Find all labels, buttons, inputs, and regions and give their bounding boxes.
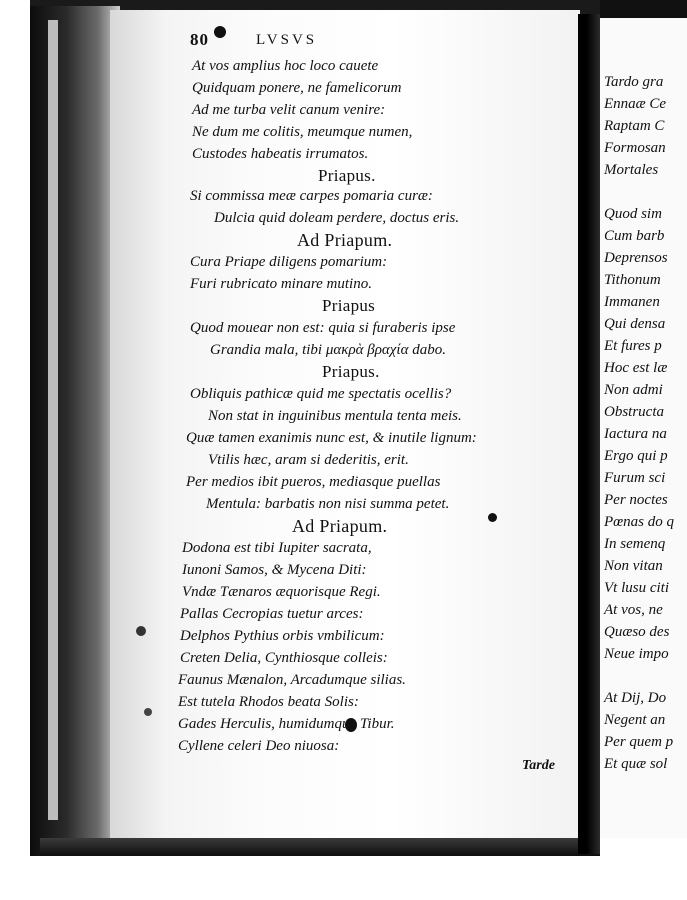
ink-blot [136,626,146,636]
text-line: Pallas Cecropias tuetur arces: [180,606,364,622]
right-page-line: Negent an [604,712,666,728]
text-line: Quod mouear non est: quia si furaberis ipse [190,320,456,336]
right-page-line: Tithonum [604,272,661,288]
right-page-line: Raptam C [604,118,665,134]
right-page-line: Hoc est læ [604,360,668,376]
right-page-line: Qui densa [604,316,666,332]
text-line: Ne dum me colitis, meumque numen, [192,124,413,140]
right-page-top-edge [600,0,687,20]
right-page-line: Iactura na [604,426,667,442]
text-line: Quidquam ponere, ne famelicorum [192,80,402,96]
right-page-line: Tardo gra [604,74,664,90]
text-line: Furi rubricato minare mutino. [190,276,372,292]
catchword: Tarde [522,758,555,773]
right-page-line: Quæso des [604,624,670,640]
right-page-line: At vos, ne [604,602,663,618]
right-page-line: Per quem p [604,734,674,750]
right-page-line: In semenq [604,536,666,552]
right-page-line: Ennaæ Ce [604,96,667,112]
right-page-line: Ergo qui p [604,448,668,464]
left-binding-shadow [30,6,120,856]
section-heading: Ad Priapum. [292,516,388,536]
book-bottom-edge [40,838,600,856]
text-line: Cyllene celeri Deo niuosa: [178,738,340,754]
text-line: Obliquis pathicæ quid me spectatis ocellis? [190,386,452,402]
text-line: Custodes habeatis irrumatos. [192,146,369,162]
section-heading: Priapus. [318,166,376,185]
right-page-line: Non admi [604,382,663,398]
page-number: 80 [190,30,209,49]
text-line: Dulcia quid doleam perdere, doctus eris. [214,210,460,226]
text-line: Quæ tamen exanimis nunc est, & inutile lignum: [186,430,477,446]
ink-blot [488,513,497,522]
text-line: Per medios ibit pueros, mediasque puellas [186,474,441,490]
right-page-line: Per noctes [604,492,668,508]
text-line: Ad me turba velit canum venire: [192,102,386,118]
text-line: Si commissa meæ carpes pomaria curæ: [190,188,433,204]
text-line: Cura Priape diligens pomarium: [190,254,388,270]
left-page-edge [48,20,58,820]
section-heading: Ad Priapum. [297,230,393,250]
right-page-line: Pœnas do q [604,514,675,530]
text-line: Faunus Mænalon, Arcadumque silias. [178,672,406,688]
text-line: Mentula: barbatis non nisi summa petet. [206,496,450,512]
page-header [190,30,580,52]
section-heading: Priapus. [322,362,380,381]
right-page-line: Deprensos [604,250,668,266]
center-gutter [578,14,600,854]
text-line: At vos amplius hoc loco cauete [192,58,379,74]
right-page [600,18,687,838]
text-line: Gades Herculis, humidumque Tibur. [178,716,395,732]
right-page-line: Non vitan [604,558,663,574]
right-page-line: At Dij, Do [604,690,667,706]
right-page-line: Et quæ sol [604,756,668,772]
right-page-line: Formosan [604,140,666,156]
section-heading: Priapus [322,296,376,315]
ink-blot [144,708,152,716]
right-page-line: Mortales [604,162,659,178]
text-line: Vtilis hæc, aram si dederitis, erit. [208,452,409,468]
text-line: Non stat in inguinibus mentula tenta meis. [208,408,462,424]
running-head: LVSVS [256,32,318,48]
right-page-line: Cum barb [604,228,665,244]
right-page-line: Vt lusu citi [604,580,669,596]
right-page-line: Furum sci [604,470,666,486]
right-page-line: Neue impo [604,646,669,662]
text-line: Iunoni Samos, & Mycena Diti: [182,562,367,578]
text-line: Delphos Pythius orbis vmbilicum: [180,628,385,644]
text-line: Est tutela Rhodos beata Solis: [178,694,359,710]
right-page-line: Immanen [604,294,660,310]
text-line: Vndæ Tænaros æquorisque Regi. [182,584,381,600]
right-page-line: Obstructa [604,404,664,420]
right-page-line: Quod sim [604,206,662,222]
text-line: Grandia mala, tibi μακρὰ βραχία dabo. [210,342,446,358]
right-page-line: Et fures p [604,338,662,354]
text-line: Dodona est tibi Iupiter sacrata, [182,540,372,556]
text-line: Creten Delia, Cynthiosque colleis: [180,650,388,666]
